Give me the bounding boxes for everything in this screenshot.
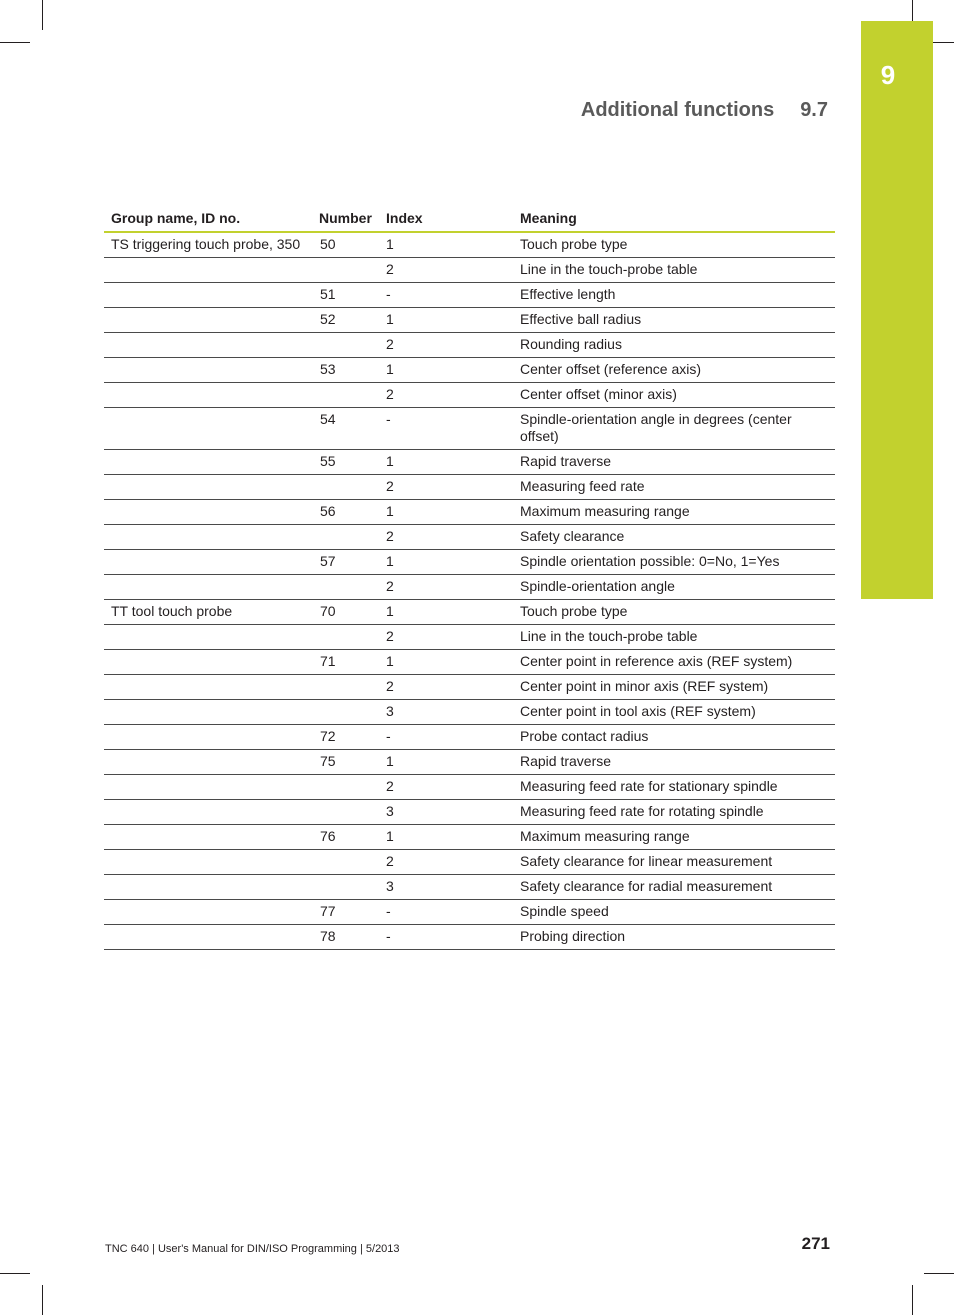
cell-number [312, 700, 379, 725]
cell-group-name [104, 408, 312, 450]
cell-number: 56 [312, 500, 379, 525]
cell-index: 1 [379, 450, 513, 475]
crop-mark [42, 1285, 43, 1315]
cell-number: 55 [312, 450, 379, 475]
table-row [104, 308, 835, 333]
cell-meaning: Maximum measuring range [513, 500, 835, 525]
cell-group-name: TS triggering touch probe, 350 [104, 232, 312, 258]
cell-meaning: Touch probe type [513, 600, 835, 625]
crop-mark [0, 42, 30, 43]
table-row [104, 575, 835, 600]
cell-number: 76 [312, 825, 379, 850]
cell-index: 1 [379, 825, 513, 850]
cell-index: - [379, 283, 513, 308]
cell-index: - [379, 408, 513, 450]
cell-number [312, 525, 379, 550]
table-row [104, 500, 835, 525]
cell-group-name [104, 475, 312, 500]
table-row [104, 550, 835, 575]
cell-number: 53 [312, 358, 379, 383]
cell-meaning: Line in the touch-probe table [513, 625, 835, 650]
cell-meaning: Rapid traverse [513, 450, 835, 475]
table-row [104, 925, 835, 950]
table-row [104, 475, 835, 500]
cell-meaning: Safety clearance for radial measurement [513, 875, 835, 900]
cell-index: - [379, 925, 513, 950]
cell-number [312, 800, 379, 825]
cell-group-name [104, 725, 312, 750]
cell-index: 1 [379, 750, 513, 775]
chapter-number: 9 [880, 60, 896, 90]
crop-mark [912, 1285, 913, 1315]
cell-meaning: Rounding radius [513, 333, 835, 358]
cell-meaning: Spindle speed [513, 900, 835, 925]
cell-meaning: Line in the touch-probe table [513, 258, 835, 283]
cell-number: 77 [312, 900, 379, 925]
cell-number [312, 625, 379, 650]
cell-meaning: Probing direction [513, 925, 835, 950]
table-row [104, 750, 835, 775]
section-header [581, 99, 828, 122]
table-row [104, 283, 835, 308]
cell-group-name [104, 575, 312, 600]
table-header-row [104, 208, 835, 232]
table-row [104, 408, 835, 450]
cell-meaning: Safety clearance [513, 525, 835, 550]
cell-group-name [104, 450, 312, 475]
header-group-name: Group name, ID no. [104, 208, 312, 232]
cell-number: 52 [312, 308, 379, 333]
table-row [104, 333, 835, 358]
cell-index: 2 [379, 625, 513, 650]
cell-index: 2 [379, 525, 513, 550]
cell-meaning: Spindle-orientation angle [513, 575, 835, 600]
table-row [104, 725, 835, 750]
cell-meaning: Center point in minor axis (REF system) [513, 675, 835, 700]
cell-index: - [379, 900, 513, 925]
cell-index: 3 [379, 700, 513, 725]
cell-meaning: Center point in reference axis (REF system) [513, 650, 835, 675]
cell-number: 70 [312, 600, 379, 625]
cell-number [312, 258, 379, 283]
table-row [104, 625, 835, 650]
table-row [104, 875, 835, 900]
cell-meaning: Center offset (minor axis) [513, 383, 835, 408]
cell-meaning: Rapid traverse [513, 750, 835, 775]
cell-number [312, 775, 379, 800]
cell-index: 1 [379, 358, 513, 383]
cell-meaning: Measuring feed rate [513, 475, 835, 500]
table-row [104, 358, 835, 383]
cell-group-name [104, 308, 312, 333]
table-row [104, 675, 835, 700]
cell-meaning: Center point in tool axis (REF system) [513, 700, 835, 725]
cell-number [312, 850, 379, 875]
page-number: 271 [801, 1234, 830, 1253]
cell-index: 2 [379, 333, 513, 358]
cell-group-name [104, 800, 312, 825]
table-row [104, 800, 835, 825]
cell-group-name [104, 875, 312, 900]
cell-group-name [104, 750, 312, 775]
cell-index: 2 [379, 575, 513, 600]
crop-mark [924, 1273, 954, 1274]
cell-index: 2 [379, 383, 513, 408]
cell-group-name [104, 525, 312, 550]
cell-number: 75 [312, 750, 379, 775]
cell-meaning: Effective length [513, 283, 835, 308]
cell-number: 78 [312, 925, 379, 950]
cell-index: 2 [379, 258, 513, 283]
footer-text: TNC 640 | User's Manual for DIN/ISO Programming | 5/2013 [105, 1243, 400, 1255]
cell-number: 71 [312, 650, 379, 675]
cell-group-name [104, 900, 312, 925]
cell-meaning: Maximum measuring range [513, 825, 835, 850]
cell-meaning: Spindle orientation possible: 0=No, 1=Yes [513, 550, 835, 575]
cell-index: 3 [379, 875, 513, 900]
cell-meaning: Measuring feed rate for rotating spindle [513, 800, 835, 825]
cell-index: 1 [379, 650, 513, 675]
table-row [104, 450, 835, 475]
cell-group-name [104, 825, 312, 850]
cell-number: 57 [312, 550, 379, 575]
cell-number: 50 [312, 232, 379, 258]
cell-number: 54 [312, 408, 379, 450]
cell-number [312, 333, 379, 358]
cell-group-name [104, 625, 312, 650]
crop-mark [0, 1273, 30, 1274]
cell-index: 2 [379, 675, 513, 700]
cell-index: 3 [379, 800, 513, 825]
cell-meaning: Effective ball radius [513, 308, 835, 333]
section-title: Additional functions [580, 99, 775, 121]
cell-group-name [104, 500, 312, 525]
cell-number [312, 875, 379, 900]
cell-number [312, 383, 379, 408]
cell-index: 1 [379, 600, 513, 625]
table-row [104, 383, 835, 408]
cell-group-name [104, 283, 312, 308]
header-index: Index [379, 208, 513, 232]
table-row [104, 600, 835, 625]
cell-index: 1 [379, 232, 513, 258]
cell-index: - [379, 725, 513, 750]
cell-index: 1 [379, 550, 513, 575]
table-row [104, 850, 835, 875]
cell-group-name [104, 775, 312, 800]
cell-meaning: Spindle-orientation angle in degrees (center offset) [513, 408, 835, 450]
parameters-table [104, 208, 835, 950]
cell-group-name [104, 550, 312, 575]
cell-number [312, 675, 379, 700]
section-number: 9.7 [800, 99, 828, 121]
cell-index: 2 [379, 475, 513, 500]
cell-group-name [104, 383, 312, 408]
table-row [104, 525, 835, 550]
cell-group-name [104, 675, 312, 700]
table-row [104, 700, 835, 725]
cell-group-name [104, 850, 312, 875]
cell-group-name: TT tool touch probe [104, 600, 312, 625]
cell-number [312, 475, 379, 500]
cell-group-name [104, 258, 312, 283]
cell-number: 72 [312, 725, 379, 750]
cell-number [312, 575, 379, 600]
cell-meaning: Touch probe type [513, 232, 835, 258]
table-row [104, 900, 835, 925]
cell-number: 51 [312, 283, 379, 308]
cell-group-name [104, 925, 312, 950]
table-row [104, 825, 835, 850]
cell-group-name [104, 333, 312, 358]
cell-meaning: Measuring feed rate for stationary spindle [513, 775, 835, 800]
table-row [104, 650, 835, 675]
chapter-tab [861, 21, 933, 599]
table-row [104, 258, 835, 283]
cell-index: 1 [379, 500, 513, 525]
crop-mark [42, 0, 43, 30]
cell-meaning: Center offset (reference axis) [513, 358, 835, 383]
cell-group-name [104, 700, 312, 725]
table-row [104, 232, 835, 258]
cell-index: 2 [379, 850, 513, 875]
cell-meaning: Safety clearance for linear measurement [513, 850, 835, 875]
cell-meaning: Probe contact radius [513, 725, 835, 750]
table-row [104, 775, 835, 800]
header-meaning: Meaning [513, 208, 835, 232]
cell-index: 2 [379, 775, 513, 800]
cell-group-name [104, 650, 312, 675]
cell-group-name [104, 358, 312, 383]
table-body [104, 232, 835, 950]
header-number: Number [312, 208, 379, 232]
cell-index: 1 [379, 308, 513, 333]
